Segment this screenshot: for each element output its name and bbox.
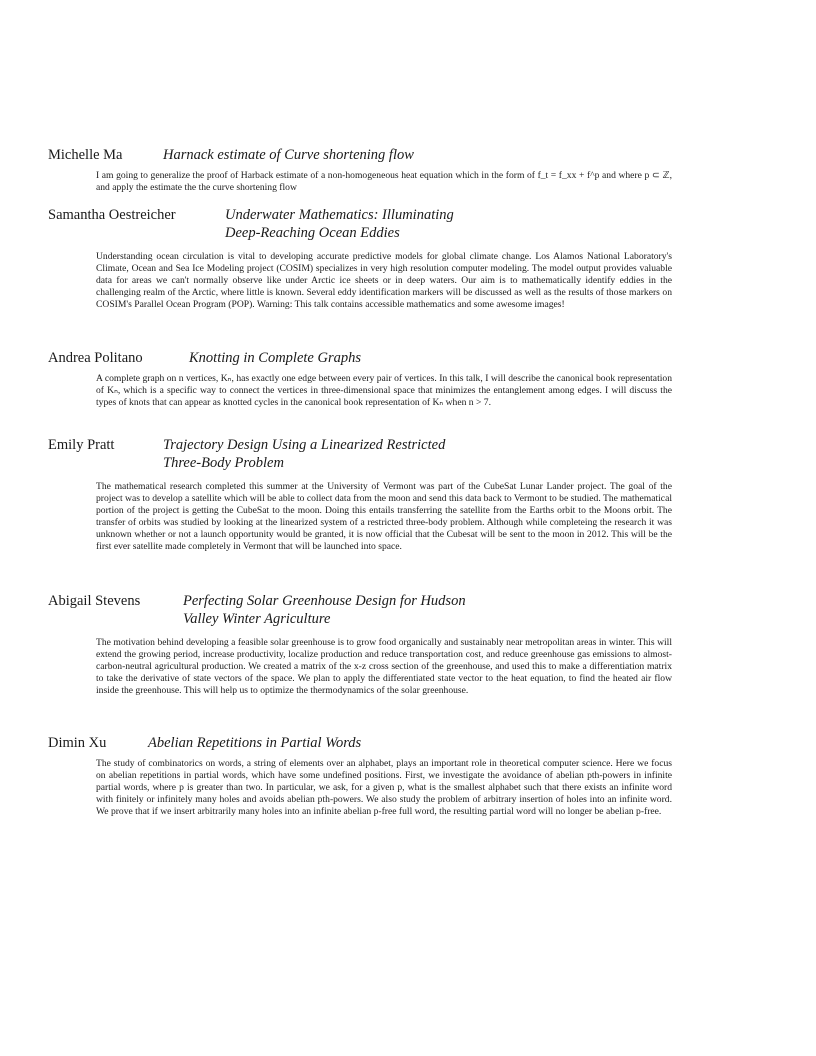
talk-abstract: I am going to generalize the proof of Harback estimate of a non-homogeneous heat equation which in the form of f_t = f_xx + f^p and where p ⊂ ℤ, and apply the estimate the the curve shortening flow bbox=[96, 170, 672, 194]
talk-entry bbox=[48, 592, 688, 697]
talk-title-line: Underwater Mathematics: Illuminating bbox=[225, 207, 454, 223]
talk-title-line: Harnack estimate of Curve shortening flow bbox=[163, 147, 414, 163]
talk-title-line: Trajectory Design Using a Linearized Restricted bbox=[163, 437, 446, 453]
talk-title-line: Valley Winter Agriculture bbox=[183, 611, 331, 627]
talk-entry bbox=[48, 206, 688, 311]
talk-header bbox=[48, 349, 688, 367]
talk-abstract: A complete graph on n vertices, Kₙ, has exactly one edge between every pair of vertices. In this talk, I will describe the canonical book representation of Kₙ, which is a specific way to connect the vertices in three-dimensional space that minimizes the entanglement among edges. I will discuss the types of knots that can appear as knotted cycles in the canonical book representation of Kₙ when n > 7. bbox=[96, 373, 672, 409]
speaker-name: Emily Pratt bbox=[48, 437, 115, 453]
talk-title-line: Knotting in Complete Graphs bbox=[189, 350, 361, 366]
talk-title bbox=[183, 592, 466, 628]
talk-title bbox=[148, 734, 361, 752]
talk-header bbox=[48, 436, 688, 472]
talk-title bbox=[189, 349, 361, 367]
talk-header bbox=[48, 592, 688, 628]
talk-title-line: Deep-Reaching Ocean Eddies bbox=[225, 225, 400, 241]
talk-header bbox=[48, 734, 688, 752]
talk-abstract: The study of combinatorics on words, a string of elements over an alphabet, plays an important role in theoretical computer science. Here we focus on abelian repetitions in partial words, which have some undefined positions. First, we investigate the avoidance of abelian pth-powers in infinite partial words, where p is greater than two. In particular, we ask, for a given p, what is the smallest alphabet such that there exists an infinite word with finitely or infinitely many holes and avoids abelian pth-powers. We also study the problem of arbitrary insertion of holes into an infinite word. We prove that if we insert arbitrarily many holes into an infinite abelian p-free full word, the resulting partial word will no longer be abelian p-free. bbox=[96, 758, 672, 818]
talk-title-line: Perfecting Solar Greenhouse Design for Hudson bbox=[183, 593, 466, 609]
talk-entry bbox=[48, 436, 688, 554]
talk-entry bbox=[48, 146, 688, 194]
speaker-name: Dimin Xu bbox=[48, 735, 107, 751]
talk-title bbox=[163, 436, 445, 472]
talk-header bbox=[48, 146, 688, 164]
talk-header bbox=[48, 206, 688, 242]
talk-title bbox=[225, 206, 454, 242]
talk-abstract: The motivation behind developing a feasible solar greenhouse is to grow food organically and sustainably near metropolitan areas in winter. This will extend the growing period, increase productivity, localize production and reduce transportation cost, and reduce greenhouse gas emissions to almost-carbon-neutral agricultural production. We created a matrix of the x-z cross section of the greenhouse, and used this to make a differentiation matrix to take the derivative of state vectors of the space. We plan to apply the differentiated state vector to the heat equation, to find the heated air flow inside the greenhouse. This will help us to optimize the thermodynamics of the solar greenhouse. bbox=[96, 637, 672, 697]
talk-title bbox=[163, 146, 414, 164]
talk-abstract: The mathematical research completed this summer at the University of Vermont was part of the CubeSat Lunar Lander project. The goal of the project was to develop a satellite which will be able to collect data from the moon and send this data back to Vermont to be studied. The mathematical portion of the project is getting the CubeSat to the moon. Doing this entails transferring the satellite from the Earths orbit to the Moons orbit. The transfer of orbits was studied by looking at the linearized system of a restricted three-body problem. Although while completeing the research it was unknown whether or not a launch opportunity would be granted, it is now official that the Cubesat will be sent to the moon in 2012. This will be the first ever satellite made completely in Vermont that will be launched into space. bbox=[96, 481, 672, 553]
talk-abstract: Understanding ocean circulation is vital to developing accurate predictive models for global climate change. Los Alamos National Laboratory's Climate, Ocean and Sea Ice Modeling project (COSIM) specializes in very high resolution computer modeling. The model output provides valuable data for areas we can't normally observe like under Arctic ice sheets or in deep waters. Our aim is to mathematically identify eddies in the challenging realm of the Arctic, where little is known. Several eddy identification markers will be discussed as well as the results of those markers on COSIM's Parallel Ocean Program (POP). Warning: This talk contains accessible mathematics and some awesome images! bbox=[96, 251, 672, 311]
talk-title-line: Three-Body Problem bbox=[163, 455, 284, 471]
talk-entry bbox=[48, 734, 688, 818]
speaker-name: Michelle Ma bbox=[48, 147, 123, 163]
speaker-name: Andrea Politano bbox=[48, 350, 143, 366]
talk-entry bbox=[48, 349, 688, 409]
speaker-name: Samantha Oestreicher bbox=[48, 207, 176, 223]
talk-title-line: Abelian Repetitions in Partial Words bbox=[148, 735, 362, 751]
speaker-name: Abigail Stevens bbox=[48, 593, 141, 609]
